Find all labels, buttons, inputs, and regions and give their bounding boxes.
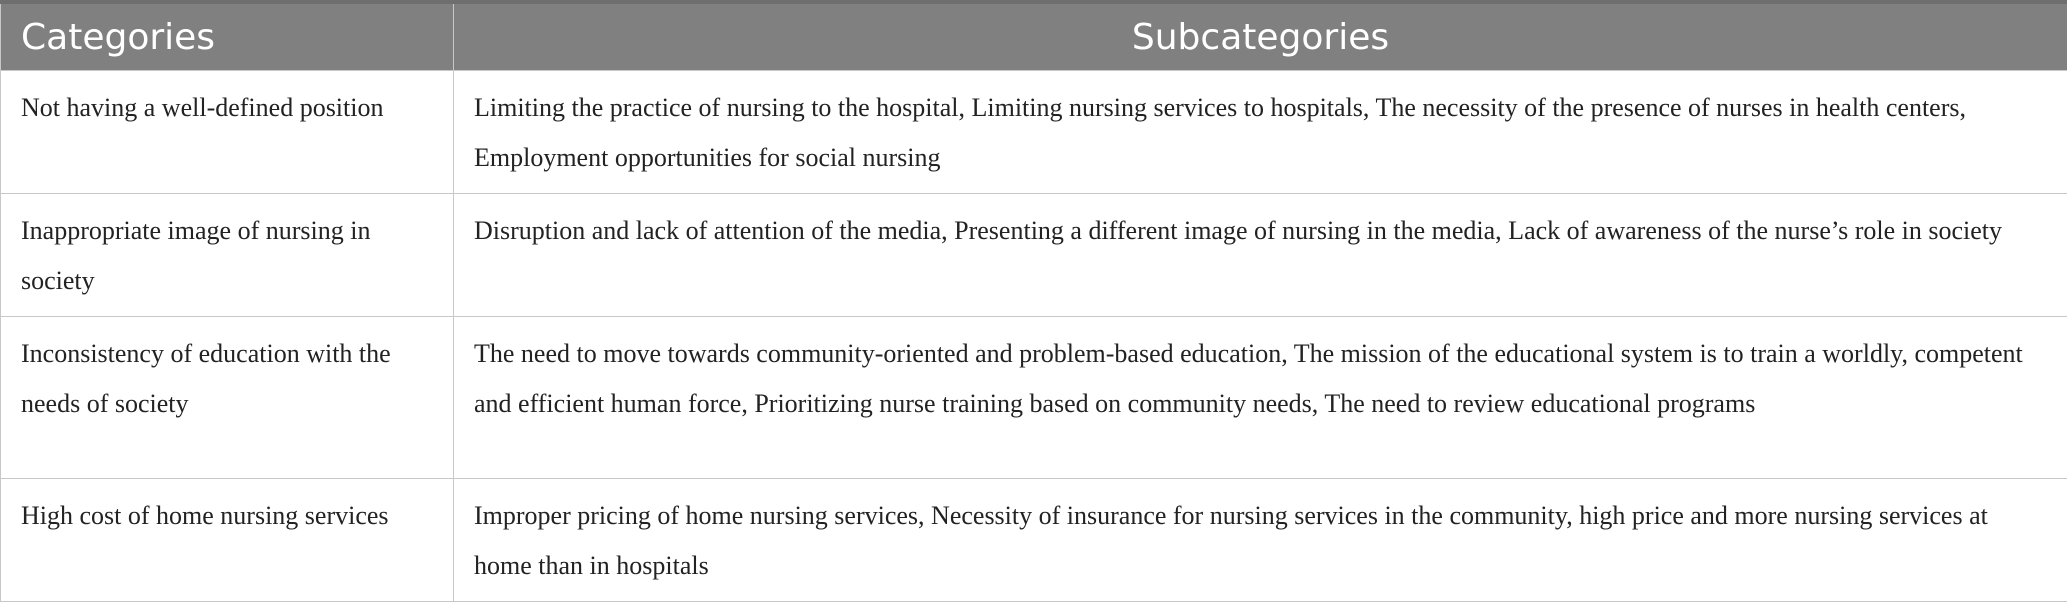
subcategories-cell: The need to move towards community-oriented and problem-based education, The mission of the educational system is to train a worldly, competent and efficient human force, Prioritizing nurse training based on community needs, The need to review educational programs (454, 317, 2067, 479)
header-row (1, 2, 2067, 71)
subcategories-cell: Improper pricing of home nursing services, Necessity of insurance for nursing services in the community, high price and more nursing services at home than in hospitals (454, 479, 2067, 602)
table-header (1, 2, 2067, 71)
table-row (1, 317, 2067, 479)
subcategories-cell: Limiting the practice of nursing to the hospital, Limiting nursing services to hospitals, The necessity of the presence of nurses in health centers, Employment opportunities for social nursing (454, 71, 2067, 194)
category-cell: Inconsistency of education with the needs of society (1, 317, 454, 479)
subcategories-cell: Disruption and lack of attention of the media, Presenting a different image of nursing in the media, Lack of awareness of the nurse’s role in society (454, 194, 2067, 317)
column-header-subcategories: Subcategories (454, 2, 2067, 71)
category-cell: Inappropriate image of nursing in society (1, 194, 454, 317)
table-row (1, 71, 2067, 194)
table-row (1, 194, 2067, 317)
table-row (1, 479, 2067, 602)
column-header-categories: Categories (1, 2, 454, 71)
category-cell: Not having a well-defined position (1, 71, 454, 194)
category-cell: High cost of home nursing services (1, 479, 454, 602)
table-body (1, 71, 2067, 602)
